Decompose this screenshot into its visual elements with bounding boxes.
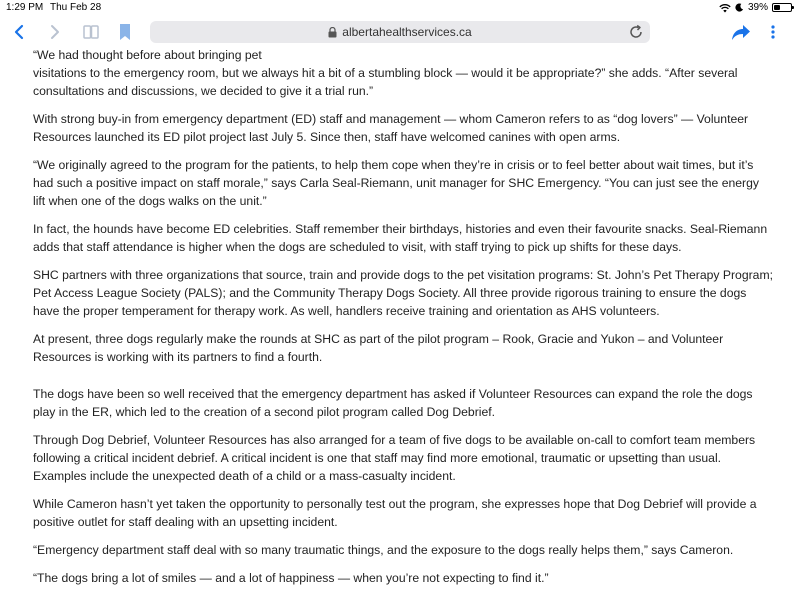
wifi-icon	[719, 3, 731, 13]
battery-icon	[772, 3, 792, 12]
more-button[interactable]	[766, 20, 780, 44]
bookmarks-icon	[83, 24, 99, 40]
back-button[interactable]	[8, 20, 30, 44]
back-icon	[13, 24, 25, 40]
article-paragraph-5: SHC partners with three organizations that source, train and provide dogs to the pet visitation programs: St. John’s Pet Therapy Program; Pet Access League Society (PALS); and the Community Therapy Dogs Society. All three provide rigorous training to ensure the dogs have the proper temperament for therapy work. As well, handlers receive training and orientation as AHS volunteers.	[33, 268, 773, 318]
browser-toolbar	[0, 16, 800, 48]
forward-button[interactable]	[44, 20, 66, 44]
status-date: Thu Feb 28	[50, 2, 102, 13]
article-paragraph-2: With strong buy-in from emergency department (ED) staff and management — whom Cameron refers to as “dog lovers” — Volunteer Resources launched its ED pilot project last July 5. Since then, staff have welcomed canines with open arms.	[33, 112, 749, 144]
bookmark-icon	[118, 23, 132, 41]
article-paragraph-4: In fact, the hounds have become ED celebrities. Staff remember their birthdays, histories and even their favourite snacks. Seal-Riemann adds that staff attendance is higher when the dogs are scheduled to visit, with staff trying to pick up shifts for these days.	[33, 222, 768, 254]
article-paragraph-11: “The dogs bring a lot of smiles — and a lot of happiness — when you’re not expecting to find it.”	[33, 571, 549, 585]
article-paragraph-6: At present, three dogs regularly make the rounds at SHC as part of the pilot program – Rook, Gracie and Yukon – and Volunteer Resources is working with its partners to find a fourth.	[33, 332, 724, 364]
article-paragraph-3: “We originally agreed to the program for the patients, to help them cope when they’re in crisis or to feel better about wait times, but it’s had such a positive impact on staff morale,” says Carla Seal-Riemann, unit manager for SHC Emergency. “You can just see the energy lift when one of the dogs walks on the unit.”	[33, 158, 759, 208]
bookmarks-button[interactable]	[80, 20, 102, 44]
share-icon	[730, 22, 752, 42]
status-time: 1:29 PM	[6, 2, 44, 13]
lock-icon	[328, 27, 337, 38]
reading-list-button[interactable]	[114, 20, 136, 44]
article-paragraph-8: Through Dog Debrief, Volunteer Resources has also arranged for a team of five dogs to be available on-call to comfort team members following a critical incident debrief. A critical incident is one that staff may find more emotional, traumatic or upsetting than usual. Examples include the unexpected death of a child or a mass-casualty incident.	[33, 433, 756, 483]
article-paragraph-1: visitations to the emergency room, but we always hit a bit of a stumbling block — would it be appropriate?” she adds. “After several consultations and discussions, we decided to give it a trial run.”	[33, 66, 738, 98]
article-paragraph-9: While Cameron hasn’t yet taken the opportunity to personally test out the program, she expresses hope that Dog Debrief will provide a positive outlet for staff dealing with an upsetting incident.	[33, 497, 757, 529]
article-fragment: “We had thought before about bringing pet	[33, 48, 262, 62]
status-right	[719, 2, 792, 13]
article-paragraph-7: The dogs have been so well received that the emergency department has asked if Volunteer Resources can expand the role the dogs play in the ER, which led to the creation of a second pilot program called Dog Debrief.	[33, 387, 753, 419]
address-text: albertahealthservices.ca	[342, 25, 472, 39]
article-body	[33, 46, 773, 597]
moon-icon	[735, 3, 744, 12]
more-icon	[771, 24, 775, 40]
share-button[interactable]	[728, 20, 754, 44]
status-bar	[0, 0, 800, 16]
battery-percent: 39%	[747, 2, 768, 13]
forward-icon	[49, 24, 61, 40]
battery-fill	[774, 5, 780, 10]
article-paragraph-10: “Emergency department staff deal with so many traumatic things, and the exposure to the dogs really helps them,” says Cameron.	[33, 543, 734, 557]
address-bar[interactable]	[150, 21, 650, 43]
reload-icon[interactable]	[628, 24, 644, 40]
